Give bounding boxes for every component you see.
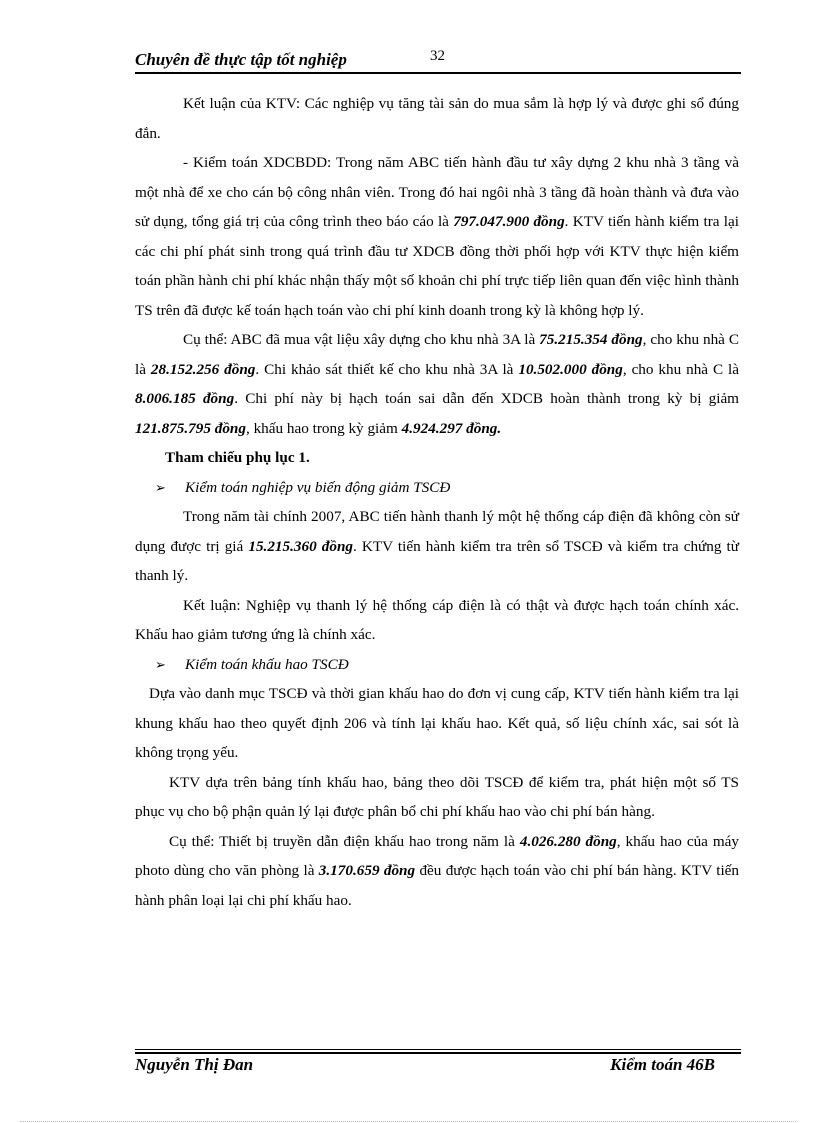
amount: 4.924.297 đồng. [401, 419, 502, 437]
header-title: Chuyên đề thực tập tốt nghiệp [135, 50, 347, 69]
paragraph-conclusion-increase: Kết luận của KTV: Các nghiệp vụ tăng tài sản do mua sắm là hợp lý và được ghi sổ đúng đắn. [135, 95, 739, 142]
amount: 4.026.280 đồng [519, 832, 617, 850]
footer-class: Kiểm toán 46B [610, 1055, 715, 1074]
paragraph-conclusion-liquidation: Kết luận: Nghiệp vụ thanh lý hệ thống cáp điện là có thật và được hạch toán chính xác. Khấu hao giảm tương ứng là chính xác. [135, 596, 739, 643]
amount: 28.152.256 đồng [150, 360, 256, 378]
document-body [135, 89, 739, 915]
arrow-bullet-icon: ➢ [155, 479, 166, 495]
amount: 8.006.185 đồng [135, 390, 235, 407]
footer-rule [135, 1049, 741, 1050]
paragraph-depreciation-check: Dựa vào danh mục TSCĐ và thời gian khấu hao do đơn vị cung cấp, KTV tiến hành kiểm tra lại khung khấu hao theo quyết định 206 và tính lại khấu hao. Kết quả, số liệu chính xác, sai sót là không trọng yếu. [135, 685, 739, 761]
section-heading-depreciation: ➢ Kiểm toán khấu hao TSCĐ [135, 650, 739, 680]
header-rule [135, 72, 741, 74]
page-header [135, 44, 741, 74]
footer-author: Nguyễn Thị Đan [135, 1055, 254, 1074]
paragraph-details: Cụ thể: ABC đã mua vật liệu xây dựng cho khu nhà 3A là 75.215.354 đồng, cho khu nhà C là 28.152.256 đồng. Chi khảo sát thiết kế cho khu nhà 3A là 10.502.000 đồng, cho khu nhà C là 8.006.185 đồng. Chi phí này bị hạch toán sai dẫn đến XDCB hoàn thành trong kỳ bị giảm 121.875.795 đồng, khấu hao trong kỳ giảm 4.924.297 đồng. [135, 331, 739, 437]
paragraph-depreciation-findings: KTV dựa trên bảng tính khấu hao, bảng theo dõi TSCĐ để kiểm tra, phát hiện một số TS phục vụ cho bộ phận quản lý lại được phân bổ chi phí khấu hao vào chi phí bán hàng. [135, 773, 739, 820]
amount: 121.875.795 đồng [135, 419, 246, 437]
arrow-bullet-icon: ➢ [155, 656, 166, 672]
paragraph-xdcbdd: - Kiểm toán XDCBDD: Trong năm ABC tiến hành đầu tư xây dựng 2 khu nhà 3 tầng và một nhà để xe cho cán bộ công nhân viên. Trong đó hai ngôi nhà 3 tầng đã hoàn thành và đưa vào sử dụng, tổng giá trị của công trình theo báo cáo là 797.047.900 đồng. KTV tiến hành kiểm tra lại các chi phí phát sinh trong quá trình đầu tư XDCB đồng thời phối hợp với KTV thực hiện kiểm toán phần hành chi phí khác nhận thấy một số khoản chi phí trực tiếp liên quan đến việc hình thành TS trên đã được kế toán hạch toán vào chi phí kinh doanh trong kỳ là không hợp lý. [135, 154, 739, 319]
amount: 75.215.354 đồng [539, 331, 643, 348]
section-heading-decrease: ➢ Kiểm toán nghiệp vụ biến động giảm TSCĐ [135, 473, 739, 503]
paragraph-depreciation-details: Cụ thể: Thiết bị truyền dẫn điện khấu hao trong năm là 4.026.280 đồng, khấu hao của máy photo dùng cho văn phòng là 3.170.659 đồng đều được hạch toán vào chi phí bán hàng. KTV tiến hành phân loại lại chi phí khấu hao. [135, 832, 739, 909]
paragraph-liquidation: Trong năm tài chính 2007, ABC tiến hành thanh lý một hệ thống cáp điện đã không còn sử dụng được trị giá 15.215.360 đồng. KTV tiến hành kiểm tra trên sổ TSCĐ và kiểm tra chứng từ thanh lý. [135, 508, 739, 584]
footer-rule [135, 1052, 741, 1054]
amount: 10.502.000 đồng [518, 360, 623, 378]
page-number: 32 [430, 48, 445, 64]
amount: 3.170.659 đồng [318, 862, 416, 879]
appendix-reference: Tham chiếu phụ lục 1. [165, 449, 310, 466]
page-bottom-border [20, 1121, 796, 1122]
amount: 15.215.360 đồng [248, 537, 353, 555]
amount: 797.047.900 đồng [453, 213, 565, 230]
